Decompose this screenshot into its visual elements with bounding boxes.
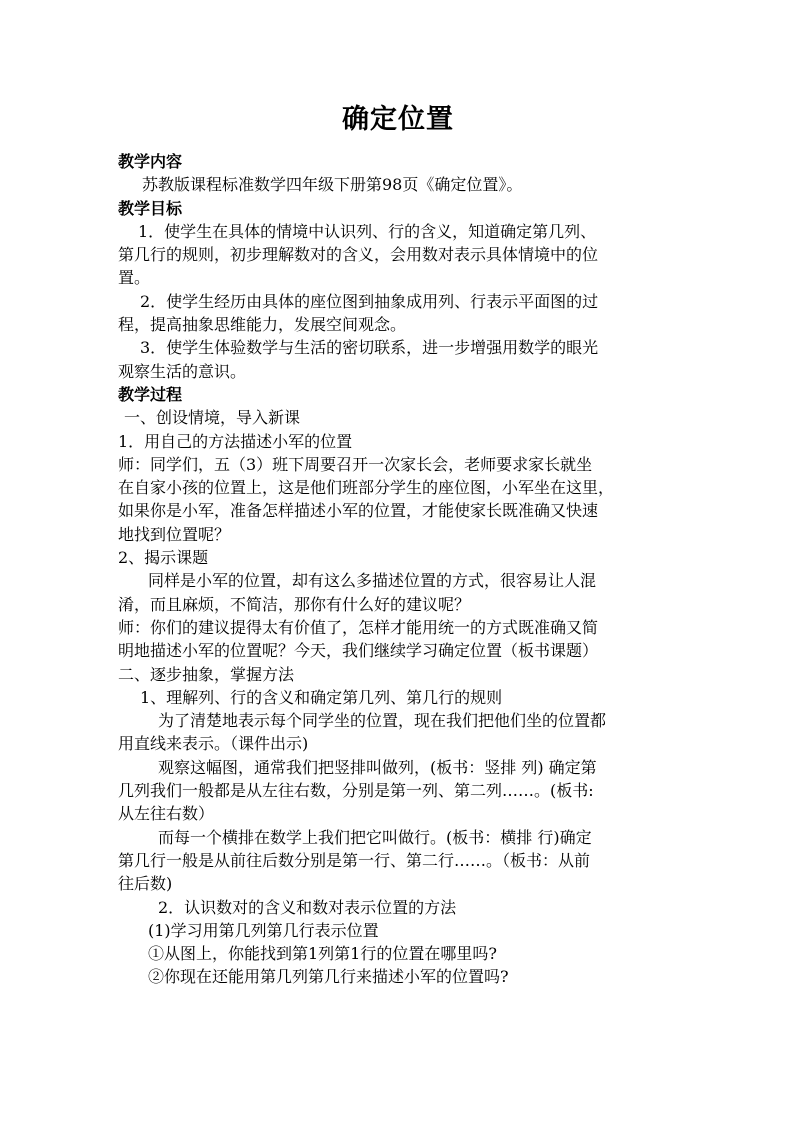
text-line: 明地描述小军的位置呢？今天，我们继续学习确定位置（板书课题） [118,641,599,661]
text-line: 苏教版课程标准数学四年级下册第98页《确定位置》。 [142,175,523,195]
section-heading: 教学目标 [118,198,183,218]
text-line: 二、逐步抽象，掌握方法 [118,664,295,684]
text-line: 3．使学生体验数学与生活的密切联系，进一步增强用数学的眼光 [140,338,599,358]
text-line: 几列我们一般都是从左往右数，分别是第一列、第二列……。(板书: [118,781,594,801]
text-line: 同样是小军的位置，却有这么多描述位置的方式，很容易让人混 [148,571,597,591]
document-body [118,150,678,989]
text-line: 师：同学们，五（3）班下周要召开一次家长会，老师要求家长就坐 [118,454,593,474]
text-line: 往后数) [118,874,173,894]
text-line: 第几行一般是从前往后数分别是第一行、第二行……。（板书：从前 [118,850,591,870]
text-line: (1)学习用第几列第几行表示位置 [148,920,379,940]
text-line: 1．用自己的方法描述小军的位置 [118,431,353,451]
text-line: 地找到位置呢？ [118,524,231,544]
section-heading: 教学内容 [118,152,183,171]
document-page [118,100,678,989]
text-line: 在自家小孩的位置上，这是他们班部分学生的座位图，小军坐在这里， [118,478,615,498]
text-line: 1．使学生在具体的情境中认识列、行的含义，知道确定第几列、 [138,221,597,241]
text-line: 观察这幅图，通常我们把竖排叫做列，(板书：竖排 列) 确定第 [158,757,597,777]
text-line: 淆，而且麻烦，不简洁，那你有什么好的建议呢？ [118,594,471,614]
text-line: 第几行的规则，初步理解数对的含义，会用数对表示具体情境中的位 [118,245,599,265]
text-line: 2、揭示课题 [118,548,209,568]
text-line: ②你现在还能用第几列第几行来描述小军的位置吗? [148,967,509,987]
text-line: 一、创设情境，导入新课 [124,408,301,428]
text-line: 如果你是小军，准备怎样描述小军的位置，才能使家长既准确又快速 [118,501,599,521]
text-line: 程，提高抽象思维能力，发展空间观念。 [118,315,407,335]
section-heading: 教学过程 [118,384,183,404]
text-line: 而每一个横排在数学上我们把它叫做行。(板书：横排 行)确定 [158,827,592,847]
text-line: 用直线来表示。（课件出示) [118,734,309,754]
text-line: 置。 [118,268,151,288]
text-line: 2．认识数对的含义和数对表示位置的方法 [158,897,457,917]
text-line: ①从图上，你能找到第1列第1行的位置在哪里吗? [148,944,497,964]
text-line: 师：你们的建议提得太有价值了，怎样才能用统一的方式既准确又简 [118,617,599,637]
text-line: 为了清楚地表示每个同学坐的位置，现在我们把他们坐的位置都 [158,711,607,731]
text-line: 观察生活的意识。 [118,361,247,381]
text-line: 1、理解列、行的含义和确定第几列、第几行的规则 [140,687,503,707]
text-line: 从左往右数） [118,804,215,824]
document-title: 确定位置 [342,104,454,135]
text-line: 2．使学生经历由具体的座位图到抽象成用列、行表示平面图的过 [140,291,599,311]
